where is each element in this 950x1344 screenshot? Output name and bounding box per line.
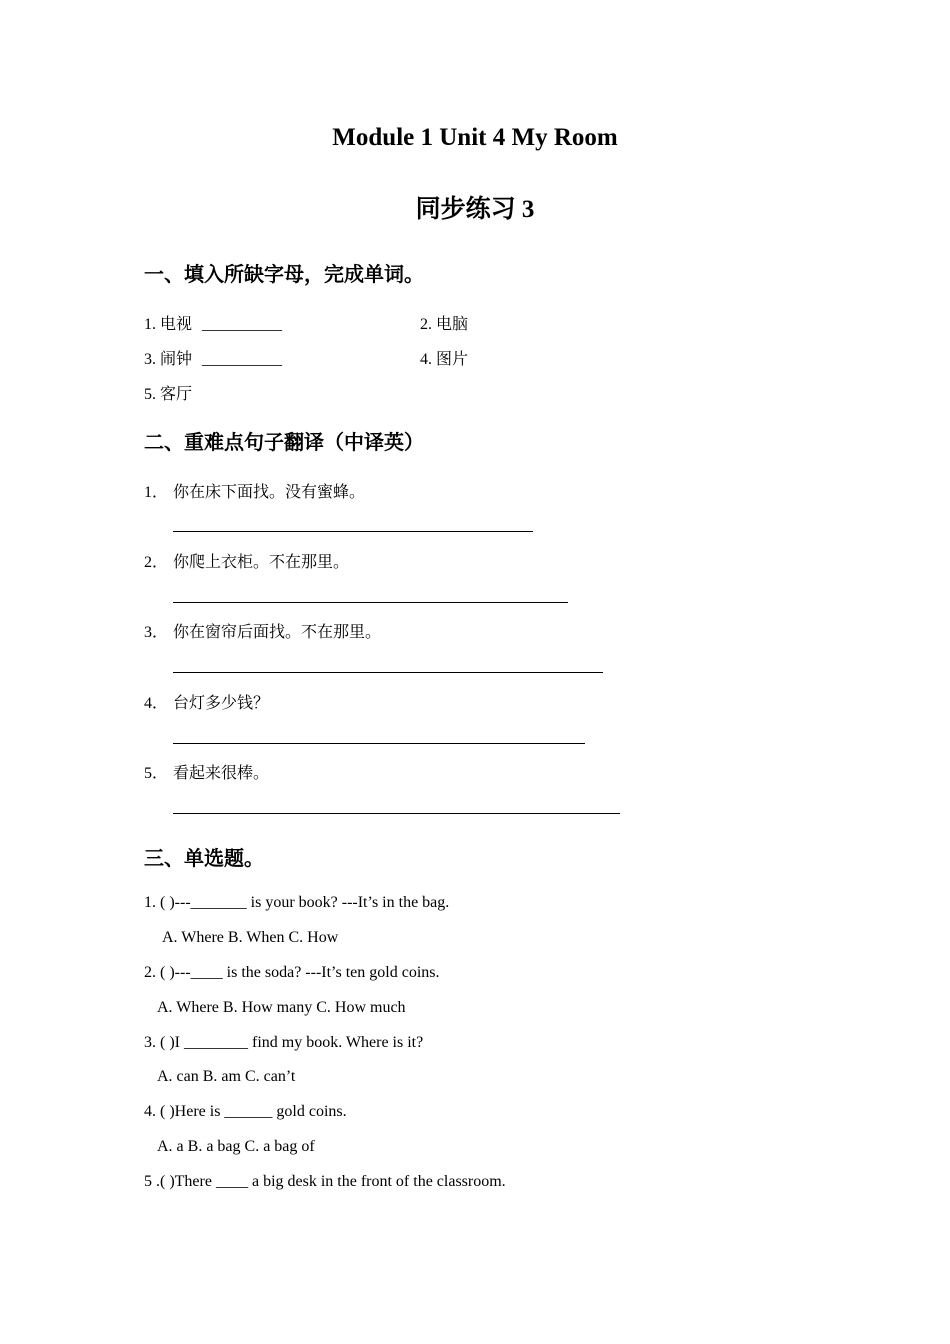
s2-item-4	[144, 690, 269, 713]
s2-item-2	[144, 549, 349, 572]
s2-answer-line-3[interactable]	[173, 672, 603, 673]
s1-item-1-text: 1. 电视	[144, 316, 193, 333]
s3-options-2: A. Where B. How many C. How much	[157, 999, 406, 1016]
s3-options-3: A. can B. am C. can’t	[157, 1068, 296, 1085]
s3-question-2: 2. ( )---____ is the soda? ---It’s ten gold coins.	[144, 964, 440, 981]
s2-answer-line-1[interactable]	[173, 531, 533, 532]
s1-item-2: 2. 电脑	[420, 316, 469, 333]
s2-item-3	[144, 619, 381, 642]
section2-heading: 二、重难点句子翻译（中译英）	[144, 432, 424, 454]
s1-item-3-text: 3. 闹钟	[144, 351, 193, 368]
s1-item-4: 4. 图片	[420, 351, 469, 368]
s2-item-1-num: 1．	[144, 484, 169, 501]
section3-heading: 三、单选题。	[144, 848, 264, 870]
s3-question-4: 4. ( )Here is ______ gold coins.	[144, 1103, 347, 1120]
s2-item-2-text: 你爬上衣柜。不在那里。	[173, 554, 350, 571]
s3-options-1: A. Where B. When C. How	[162, 929, 339, 946]
s2-item-1-text: 你在床下面找。没有蜜蜂。	[173, 484, 366, 501]
s2-item-1	[144, 479, 365, 502]
s1-item-1-blank: __________	[202, 316, 283, 333]
s2-answer-line-2[interactable]	[173, 602, 568, 603]
s1-item-3-blank: __________	[202, 351, 283, 368]
s3-question-3: 3. ( )I ________ find my book. Where is it?	[144, 1034, 424, 1051]
s1-item-3	[144, 346, 282, 369]
s2-item-4-text: 台灯多少钱？	[173, 695, 270, 712]
s2-item-2-num: 2．	[144, 554, 169, 571]
s2-item-3-text: 你在窗帘后面找。不在那里。	[173, 624, 382, 641]
s1-item-5: 5. 客厅	[144, 386, 193, 403]
s1-item-1	[144, 311, 282, 334]
page-title: Module 1 Unit 4 My Room	[332, 124, 618, 151]
s2-item-5-num: 5．	[144, 765, 169, 782]
section1-heading: 一、填入所缺字母，完成单词。	[144, 264, 424, 286]
s3-question-1: 1. ( )---_______ is your book? ---It’s in the bag.	[144, 894, 450, 911]
s2-answer-line-4[interactable]	[173, 743, 585, 744]
s3-options-4: A. a B. a bag C. a bag of	[157, 1138, 315, 1155]
s3-question-5: 5 .( )There ____ a big desk in the front of the classroom.	[144, 1173, 506, 1190]
page-subtitle: 同步练习 3	[415, 196, 535, 223]
s2-item-5	[144, 760, 269, 783]
s2-item-5-text: 看起来很棒。	[173, 765, 270, 782]
s2-item-3-num: 3．	[144, 624, 169, 641]
s2-item-4-num: 4．	[144, 695, 169, 712]
s2-answer-line-5[interactable]	[173, 813, 620, 814]
